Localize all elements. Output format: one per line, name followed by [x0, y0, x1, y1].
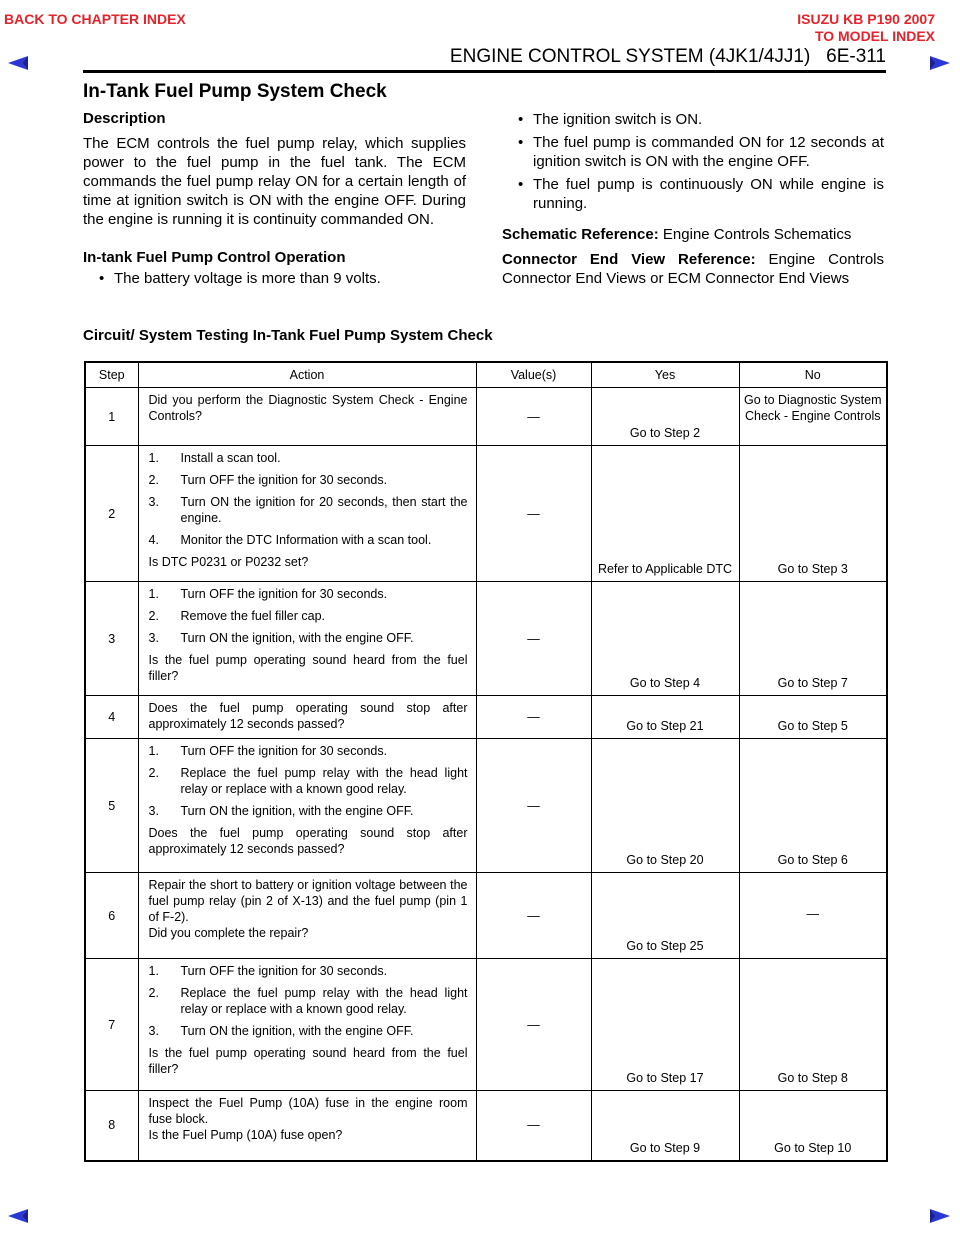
yes-result: Go to Step 17 [591, 959, 739, 1091]
action-step-number: 3. [148, 804, 159, 818]
vehicle-model-label[interactable]: ISUZU KB P190 2007 [797, 11, 935, 27]
action-step-number: 3. [148, 1024, 159, 1038]
yes-result: Go to Step 21 [591, 696, 739, 739]
list-item: • The battery voltage is more than 9 volts. [83, 269, 466, 288]
header-step: Step [85, 362, 138, 388]
table-row [85, 873, 887, 959]
action-step-number: 1. [148, 587, 159, 601]
action-step-text: Install a scan tool. [180, 451, 281, 465]
action-step-text: Turn ON the ignition, with the engine OFF. [180, 804, 414, 818]
table-row [85, 959, 887, 1091]
action-instruction: Inspect the Fuel Pump (10A) fuse in the engine room fuse block. [148, 1096, 468, 1126]
action-question: Did you complete the repair? [148, 926, 309, 940]
list-item: • The ignition switch is ON. [502, 110, 884, 129]
action-step [149, 586, 468, 602]
circuit-heading: Circuit/ System Testing In-Tank Fuel Pump System Check [83, 327, 493, 344]
connector-reference-value: Engine Controls Connector End Views or ECM Connector End Views [502, 251, 884, 287]
description-heading: Description [83, 110, 166, 127]
action-step-text: Turn OFF the ignition for 30 seconds. [180, 964, 388, 978]
action-step-number: 2. [148, 609, 159, 623]
action-step-text: Monitor the DTC Information with a scan tool. [180, 533, 432, 547]
action-steps [149, 586, 468, 646]
action-instruction: Repair the short to battery or ignition voltage between the fuel pump relay (pin 2 of X-13) and the fuel pump (pin 1 of F-2). [148, 878, 468, 924]
no-result: Go to Step 10 [739, 1091, 887, 1161]
table-row [85, 388, 887, 446]
yes-result: Go to Step 20 [591, 739, 739, 873]
action-step [149, 963, 468, 979]
header-no: No [739, 362, 887, 388]
next-page-arrow-icon[interactable] [912, 55, 952, 71]
header-action: Action [138, 362, 476, 388]
action-step [149, 743, 468, 759]
action-step-text: Turn ON the ignition, with the engine OFF. [180, 631, 414, 645]
step-number: 8 [85, 1091, 138, 1161]
header-links [797, 11, 935, 45]
action-step-text: Turn ON the ignition, with the engine OFF. [180, 1024, 414, 1038]
action-step [149, 472, 468, 488]
yes-result: Go to Step 2 [591, 388, 739, 446]
diagnostic-table [84, 361, 888, 1162]
action-step-text: Replace the fuel pump relay with the head light relay or replace with a known good relay. [180, 986, 468, 1016]
action-cell [138, 873, 476, 959]
action-step-number: 4. [148, 533, 159, 547]
action-cell [138, 959, 476, 1091]
step-number: 7 [85, 959, 138, 1091]
description-text: The ECM controls the fuel pump relay, which supplies power to the fuel pump in the fuel tank. The ECM commands the fuel pump relay ON for a certain length of time at ignition switch is ON with the engine OFF. During the engine is running it is continuity commanded ON. [83, 135, 466, 228]
right-column [502, 110, 884, 288]
action-question: Does the fuel pump operating sound stop after approximately 12 seconds passed? [148, 701, 468, 731]
first-page-arrow-icon[interactable] [6, 1208, 46, 1224]
no-result: Go to Step 6 [739, 739, 887, 873]
prev-page-arrow-icon[interactable] [6, 55, 46, 71]
schematic-reference-label: Schematic Reference: [502, 226, 659, 243]
no-result: Go to Step 7 [739, 582, 887, 696]
value-cell: — [476, 1091, 591, 1161]
header-yes: Yes [591, 362, 739, 388]
page-title: In-Tank Fuel Pump System Check [83, 81, 387, 102]
list-item: • The fuel pump is commanded ON for 12 seconds at ignition switch is ON with the engine OFF. [502, 133, 884, 171]
value-cell: — [476, 959, 591, 1091]
action-cell [138, 696, 476, 739]
action-step-number: 2. [148, 766, 159, 780]
last-page-arrow-icon[interactable] [912, 1208, 952, 1224]
action-step [149, 608, 468, 624]
action-step-number: 2. [148, 986, 159, 1000]
connector-reference [502, 250, 884, 288]
table-header-row [85, 362, 887, 388]
action-cell [138, 739, 476, 873]
action-step [149, 985, 468, 1017]
action-question: Is the Fuel Pump (10A) fuse open? [148, 1128, 343, 1142]
header-values: Value(s) [476, 362, 591, 388]
step-number: 4 [85, 696, 138, 739]
action-steps [149, 743, 468, 819]
step-number: 3 [85, 582, 138, 696]
value-cell: — [476, 739, 591, 873]
yes-result: Refer to Applicable DTC [591, 446, 739, 582]
yes-result: Go to Step 4 [591, 582, 739, 696]
action-step-text: Remove the fuel filler cap. [180, 609, 326, 623]
action-step-number: 1. [148, 451, 159, 465]
action-step [149, 1023, 468, 1039]
action-step [149, 803, 468, 819]
action-step-number: 2. [148, 473, 159, 487]
action-step [149, 450, 468, 466]
action-question: Is the fuel pump operating sound heard from the fuel filler? [148, 653, 468, 683]
action-steps [149, 450, 468, 548]
no-result: — [739, 873, 887, 959]
step-number: 5 [85, 739, 138, 873]
step-number: 2 [85, 446, 138, 582]
table-row [85, 582, 887, 696]
section-title: ENGINE CONTROL SYSTEM (4JK1/4JJ1) 6E-311 [449, 46, 886, 67]
action-step-number: 1. [148, 744, 159, 758]
list-item: • The fuel pump is continuously ON while engine is running. [502, 175, 884, 213]
schematic-reference-value: Engine Controls Schematics [658, 226, 852, 243]
table-row [85, 696, 887, 739]
table-row [85, 739, 887, 873]
action-step [149, 494, 468, 526]
back-to-chapter-index-link[interactable]: BACK TO CHAPTER INDEX [4, 11, 186, 27]
schematic-reference [502, 225, 884, 244]
header-rule [83, 70, 886, 73]
action-step-number: 3. [148, 495, 159, 509]
step-number: 1 [85, 388, 138, 446]
value-cell: — [476, 582, 591, 696]
action-question: Does the fuel pump operating sound stop after approximately 12 seconds passed? [148, 826, 468, 856]
action-step-number: 3. [148, 631, 159, 645]
description-section [83, 110, 466, 292]
action-cell [138, 1091, 476, 1161]
action-step [149, 765, 468, 797]
no-result: Go to Step 5 [739, 696, 887, 739]
action-step [149, 630, 468, 646]
step-number: 6 [85, 873, 138, 959]
action-question: Did you perform the Diagnostic System Check - Engine Controls? [148, 393, 468, 423]
connector-reference-label: Connector End View Reference: [502, 251, 756, 268]
control-operation-list-left [83, 269, 466, 288]
action-cell [138, 446, 476, 582]
table-row [85, 446, 887, 582]
action-step-text: Replace the fuel pump relay with the head light relay or replace with a known good relay. [180, 766, 468, 796]
action-cell [138, 388, 476, 446]
yes-result: Go to Step 25 [591, 873, 739, 959]
action-steps [149, 963, 468, 1039]
control-operation-heading: In-tank Fuel Pump Control Operation [83, 249, 346, 266]
action-question: Is DTC P0231 or P0232 set? [148, 555, 309, 569]
no-result: Go to Step 8 [739, 959, 887, 1091]
action-step-number: 1. [148, 964, 159, 978]
action-step-text: Turn OFF the ignition for 30 seconds. [180, 744, 388, 758]
action-step-text: Turn OFF the ignition for 30 seconds. [180, 587, 388, 601]
value-cell: — [476, 873, 591, 959]
to-model-index-link[interactable]: TO MODEL INDEX [814, 28, 935, 44]
table-row [85, 1091, 887, 1161]
action-step-text: Turn OFF the ignition for 30 seconds. [180, 473, 388, 487]
no-result: Go to Step 3 [739, 446, 887, 582]
action-step [149, 532, 468, 548]
control-operation-list-right [502, 110, 884, 213]
value-cell: — [476, 388, 591, 446]
no-result: Go to Diagnostic System Check - Engine Controls [739, 388, 887, 446]
action-cell [138, 582, 476, 696]
yes-result: Go to Step 9 [591, 1091, 739, 1161]
action-step-text: Turn ON the ignition for 20 seconds, then start the engine. [180, 495, 468, 525]
action-question: Is the fuel pump operating sound heard from the fuel filler? [148, 1046, 468, 1076]
value-cell: — [476, 446, 591, 582]
value-cell: — [476, 696, 591, 739]
